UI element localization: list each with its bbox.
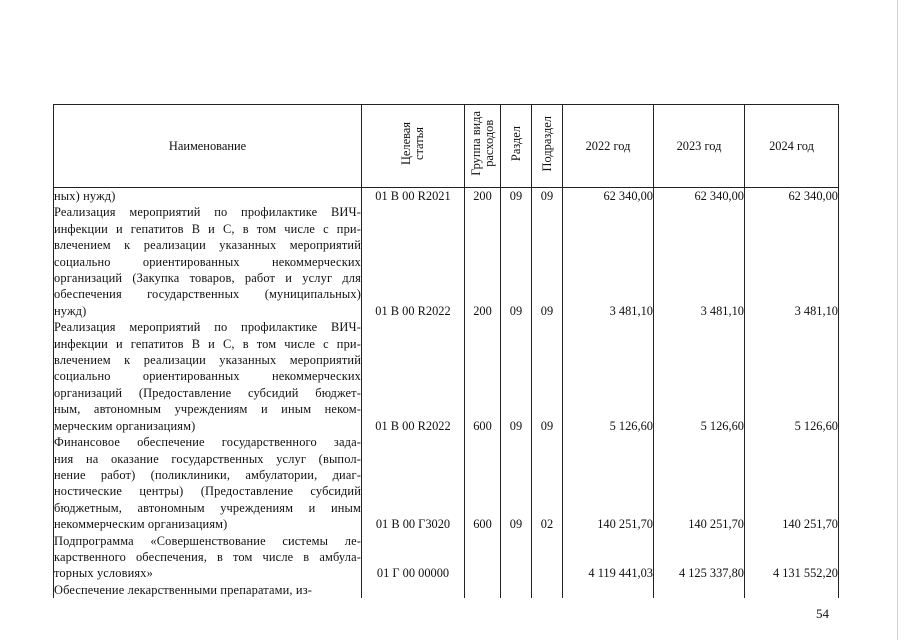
budget-table bbox=[53, 104, 839, 599]
item-name-cell bbox=[54, 319, 362, 434]
amount-2023-cell: 3 481,10 bbox=[654, 204, 745, 319]
subsection-cell bbox=[532, 582, 563, 599]
subsection-cell: 09 bbox=[532, 188, 563, 205]
amount-2022-cell: 3 481,10 bbox=[563, 204, 654, 319]
amount-2024-cell: 62 340,00 bbox=[745, 188, 839, 205]
target-article-cell: 01 В 00 R2022 bbox=[362, 204, 465, 319]
header-target-article: Целевая статья bbox=[362, 105, 465, 188]
page-edge-line bbox=[897, 0, 898, 640]
header-year-2024: 2024 год bbox=[745, 105, 839, 188]
item-name-line: Финансовое обеспечение государственного зада- bbox=[54, 435, 361, 450]
item-name-cell bbox=[54, 582, 362, 599]
item-name-line: обеспечения государственных (муниципальных) bbox=[54, 287, 361, 302]
target-article-cell: 01 В 00 R2021 bbox=[362, 188, 465, 205]
amount-2023-cell: 140 251,70 bbox=[654, 434, 745, 532]
amount-2023-cell bbox=[654, 582, 745, 599]
item-name-line: Реализация мероприятий по профилактике ВИЧ- bbox=[54, 205, 361, 220]
target-article-cell bbox=[362, 582, 465, 599]
subsection-cell bbox=[532, 533, 563, 582]
item-name-line: социально ориентированных некоммерческих bbox=[54, 369, 361, 384]
amount-2024-cell: 140 251,70 bbox=[745, 434, 839, 532]
section-cell bbox=[501, 582, 532, 599]
item-name-line: организаций (Закупка товаров, работ и услуг для bbox=[54, 271, 361, 286]
subsection-cell: 02 bbox=[532, 434, 563, 532]
subsection-cell: 09 bbox=[532, 204, 563, 319]
item-name-line: ностические центры) (Предоставление субсидий bbox=[54, 484, 361, 499]
target-article-cell: 01 В 00 R2022 bbox=[362, 319, 465, 434]
page-number: 54 bbox=[816, 606, 829, 621]
item-name-line: влечением к реализации указанных мероприятий bbox=[54, 353, 361, 368]
expense-group-cell bbox=[465, 533, 501, 582]
header-name: Наименование bbox=[54, 105, 362, 188]
amount-2022-cell: 4 119 441,03 bbox=[563, 533, 654, 582]
item-name-line: Обеспечение лекарственными препаратами, из- bbox=[54, 582, 313, 597]
item-name-line: некоммерческим организациям) bbox=[54, 517, 228, 532]
section-cell: 09 bbox=[501, 188, 532, 205]
expense-group-cell: 200 bbox=[465, 188, 501, 205]
header-year-2023: 2023 год bbox=[654, 105, 745, 188]
item-name-line: социально ориентированных некоммерческих bbox=[54, 254, 361, 269]
item-name-line: мерческим организациям) bbox=[54, 418, 196, 433]
amount-2022-cell: 5 126,60 bbox=[563, 319, 654, 434]
item-name-cell bbox=[54, 204, 362, 319]
item-name-line: нужд) bbox=[54, 303, 87, 318]
item-name-line: карственного обеспечения, в том числе в амбула- bbox=[54, 549, 361, 564]
header-row bbox=[54, 105, 839, 188]
item-name-line: организаций (Предоставление субсидий бюджет- bbox=[54, 385, 361, 400]
amount-2023-cell: 5 126,60 bbox=[654, 319, 745, 434]
item-name-line: Реализация мероприятий по профилактике ВИЧ- bbox=[54, 320, 361, 335]
amount-2022-cell bbox=[563, 582, 654, 599]
item-name-line: Подпрограмма «Совершенствование системы ле- bbox=[54, 533, 361, 548]
table-row bbox=[54, 533, 839, 582]
header-subsection: Подраздел bbox=[532, 105, 563, 188]
header-expense-group: Группа вида расходов bbox=[465, 105, 501, 188]
item-name-line: бюджетным, автономным учреждениям и иным bbox=[54, 500, 361, 515]
amount-2023-cell: 62 340,00 bbox=[654, 188, 745, 205]
table-row bbox=[54, 204, 839, 319]
item-name-line: инфекции и гепатитов В и С, в том числе с при- bbox=[54, 336, 361, 351]
item-name-line: торных условиях» bbox=[54, 566, 153, 581]
amount-2024-cell: 4 131 552,20 bbox=[745, 533, 839, 582]
table-row bbox=[54, 434, 839, 532]
amount-2024-cell: 5 126,60 bbox=[745, 319, 839, 434]
amount-2022-cell: 62 340,00 bbox=[563, 188, 654, 205]
expense-group-cell: 200 bbox=[465, 204, 501, 319]
header-year-2022: 2022 год bbox=[563, 105, 654, 188]
subsection-cell: 09 bbox=[532, 319, 563, 434]
expense-group-cell bbox=[465, 582, 501, 599]
item-name-cell bbox=[54, 188, 362, 205]
table-row bbox=[54, 582, 839, 599]
item-name-line: нение работ) (поликлиники, амбулатории, диаг- bbox=[54, 467, 361, 482]
item-name-cell bbox=[54, 533, 362, 582]
amount-2024-cell: 3 481,10 bbox=[745, 204, 839, 319]
target-article-cell: 01 В 00 Г3020 bbox=[362, 434, 465, 532]
target-article-cell: 01 Г 00 00000 bbox=[362, 533, 465, 582]
table-row bbox=[54, 188, 839, 205]
amount-2023-cell: 4 125 337,80 bbox=[654, 533, 745, 582]
expense-group-cell: 600 bbox=[465, 319, 501, 434]
expense-group-cell: 600 bbox=[465, 434, 501, 532]
section-cell bbox=[501, 533, 532, 582]
section-cell: 09 bbox=[501, 434, 532, 532]
item-name-line: ния на оказание государственных услуг (выпол- bbox=[54, 451, 361, 466]
section-cell: 09 bbox=[501, 319, 532, 434]
amount-2022-cell: 140 251,70 bbox=[563, 434, 654, 532]
amount-2024-cell bbox=[745, 582, 839, 599]
item-name-line: влечением к реализации указанных мероприятий bbox=[54, 238, 361, 253]
header-section: Раздел bbox=[501, 105, 532, 188]
section-cell: 09 bbox=[501, 204, 532, 319]
item-name-line: ным, автономным учреждениям и иным неком- bbox=[54, 402, 361, 417]
item-name-line: инфекции и гепатитов В и С, в том числе с при- bbox=[54, 221, 361, 236]
table-row bbox=[54, 319, 839, 434]
item-name-line: ных) нужд) bbox=[54, 189, 116, 203]
item-name-cell bbox=[54, 434, 362, 532]
